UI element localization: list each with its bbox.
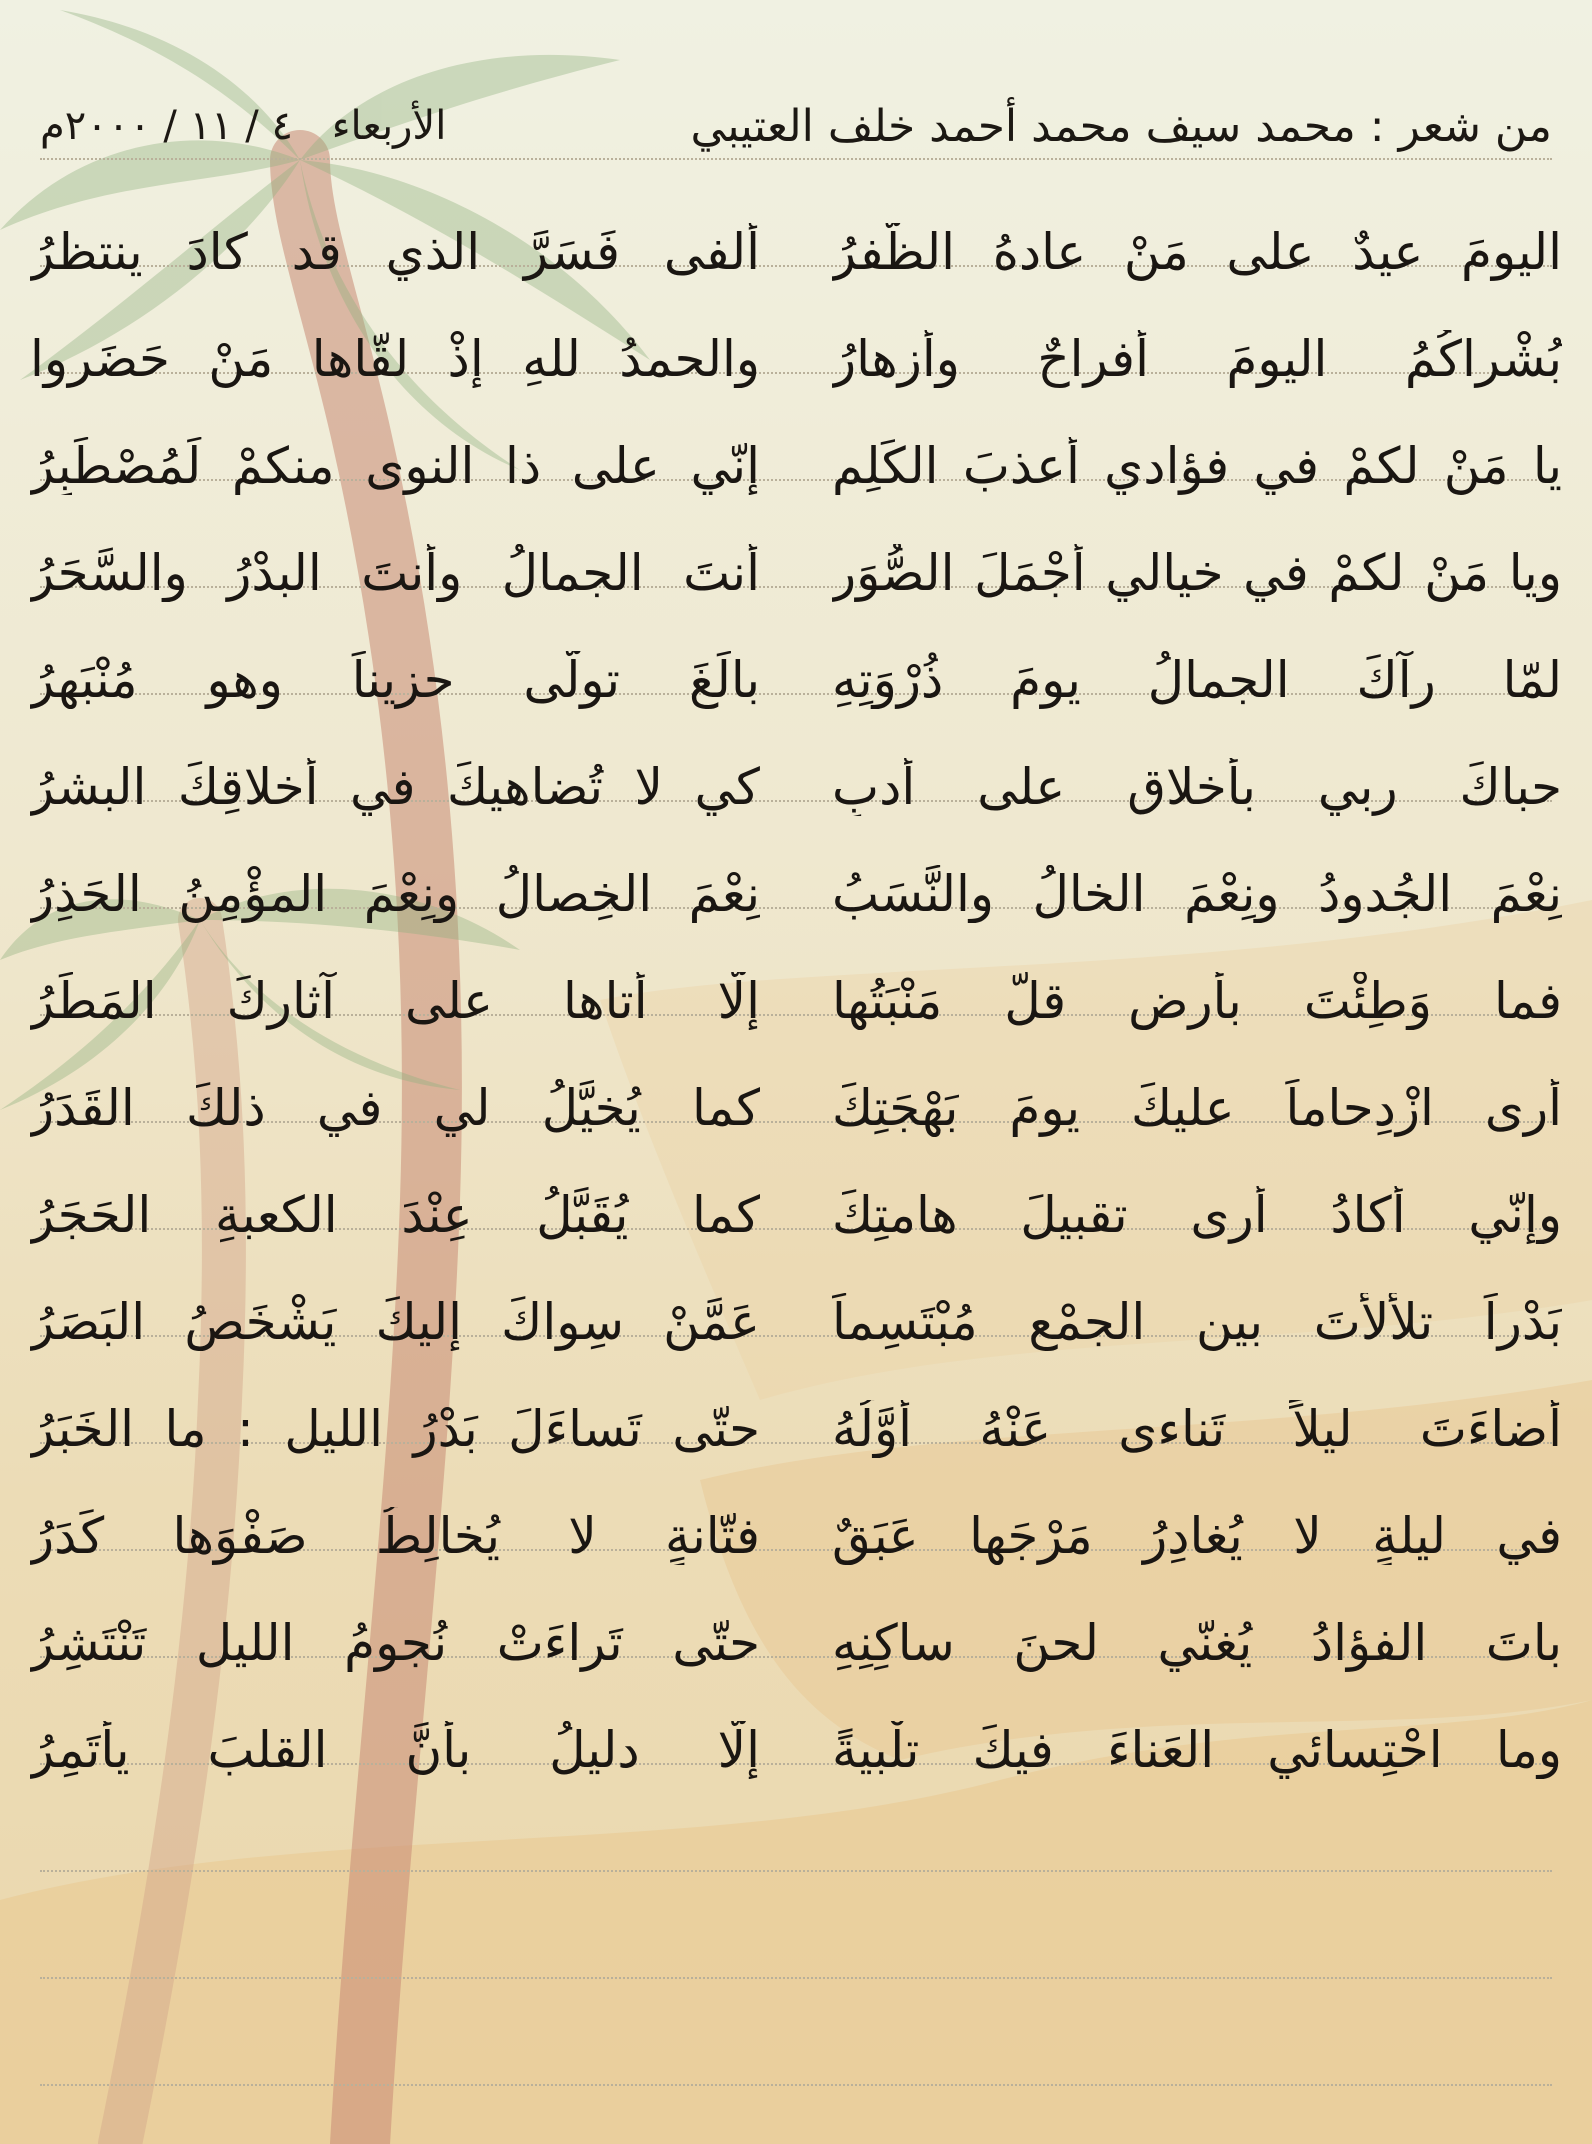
verse-first-hemistich: فما وَطِئْتَ بأرضٍ قلَّ مَنْبَتُها xyxy=(832,972,1562,1030)
verse-second-hemistich: حتّى تَراءَتْ نُجومُ الليلِ تَنْتَشِرُ xyxy=(30,1614,760,1672)
verse-second-hemistich: كي لا تُضاهيكَ في أخلاقِكَ البشرُ xyxy=(30,758,760,816)
verse-first-hemistich: وما احْتِسائي العَناءَ فيكَ تلْبيةً xyxy=(832,1721,1562,1779)
verse-first-hemistich: اليومَ عيدٌ على مَنْ عادهُ الظَّفرُ xyxy=(832,223,1562,281)
verse-first-hemistich: حباكَ ربي بأخلاقٍ على أدبٍ xyxy=(832,758,1562,816)
verse-first-hemistich: ويا مَنْ لكمْ في خيالي أجْمَلَ الصُّوَرِ xyxy=(832,544,1562,602)
header-date-value: ٤ / ١١ / ٢٠٠٠م xyxy=(40,103,293,149)
verse-first-hemistich: بَدْراً تلألأْتَ بين الجمْعِ مُبْتَسِماً xyxy=(832,1293,1562,1351)
verse-12 xyxy=(30,1377,1562,1481)
verse-second-hemistich: بالَغَ تولّى حزيناً وهو مُنْبَهِرُ xyxy=(30,651,760,709)
verse-first-hemistich: في ليلةٍ لا يُغادِرُ مَرْجَها عَبَقٌ xyxy=(832,1507,1562,1565)
verse-second-hemistich: كما يُخيَّلُ لي في ذلكَ القَدَرُ xyxy=(30,1079,760,1137)
verse-first-hemistich: أرى ازْدِحاماً عليكَ يومَ بَهْجَتِكَ xyxy=(832,1079,1562,1137)
header-day: الأربعاء xyxy=(331,103,447,149)
verse-13 xyxy=(30,1484,1562,1588)
verse-second-hemistich: أنتَ الجمالُ وأنتَ البدْرُ والسَّحَرُ xyxy=(30,544,760,602)
verse-15 xyxy=(30,1698,1562,1802)
verse-8 xyxy=(30,949,1562,1053)
verse-second-hemistich: كما يُقَبَّلُ عِنْدَ الكعبةِ الحَجَرُ xyxy=(30,1186,760,1244)
verse-second-hemistich: ألفى فَسَرَّ الذي قد كادَ ينتظرُ xyxy=(30,223,760,281)
verse-second-hemistich: إلّا أتاها على آثارِكَ المَطَرُ xyxy=(30,972,760,1030)
verse-second-hemistich: نِعْمَ الخِصالُ ونِعْمَ المؤْمِنُ الحَذِرُ xyxy=(30,865,760,923)
verse-5 xyxy=(30,628,1562,732)
verse-first-hemistich: يا مَنْ لكمْ في فؤادي أعذبَ الكَلِمِ xyxy=(832,437,1562,495)
verse-10 xyxy=(30,1163,1562,1267)
verse-first-hemistich: نِعْمَ الجُدودُ ونِعْمَ الخالُ والنَّسَبُ xyxy=(832,865,1562,923)
verse-first-hemistich: لمّا رآكَ الجمالُ يومَ ذُرْوَتِهِ xyxy=(832,651,1562,709)
verse-second-hemistich: فتّانةٍ لا يُخالِطُ صَفْوَها كَدَرُ xyxy=(30,1507,760,1565)
verse-second-hemistich: حتّى تَساءَلَ بَدْرُ الليلِ : ما الخَبَرُ xyxy=(30,1400,760,1458)
verse-9 xyxy=(30,1056,1562,1160)
verse-11 xyxy=(30,1270,1562,1374)
verse-first-hemistich: وإنّي أكادُ أرى تقبيلَ هامتِكَ xyxy=(832,1186,1562,1244)
verse-6 xyxy=(30,735,1562,839)
verse-first-hemistich: أضاءَتَ ليلاً تَناءى عَنْهُ أوَّلُهُ xyxy=(832,1400,1562,1458)
verse-second-hemistich: عَمَّنْ سِواكَ إليكَ يَشْخَصُ البَصَرُ xyxy=(30,1293,760,1351)
verse-second-hemistich: إلّا دليلُ بأنَّ القلبَ يأتَمِرُ xyxy=(30,1721,760,1779)
verse-second-hemistich: إنّي على ذا النوى منكمْ لَمُصْطَبِرُ xyxy=(30,437,760,495)
verse-3 xyxy=(30,414,1562,518)
verse-14 xyxy=(30,1591,1562,1695)
verse-first-hemistich: باتَ الفؤادُ يُغنّي لحنَ ساكِنِهِ xyxy=(832,1614,1562,1672)
verse-7 xyxy=(30,842,1562,946)
verse-first-hemistich: بُشْراكُمُ اليومَ أفراحٌ وأزهارُ xyxy=(832,330,1562,388)
verse-4 xyxy=(30,521,1562,625)
verse-2 xyxy=(30,307,1562,411)
verse-second-hemistich: والحمدُ للهِ إذْ لقّاها مَنْ حَضَروا xyxy=(30,330,760,388)
poem-attribution: من شعر : محمد سيف محمد أحمد خلف العتيبي xyxy=(690,100,1552,152)
verse-1 xyxy=(30,200,1562,304)
